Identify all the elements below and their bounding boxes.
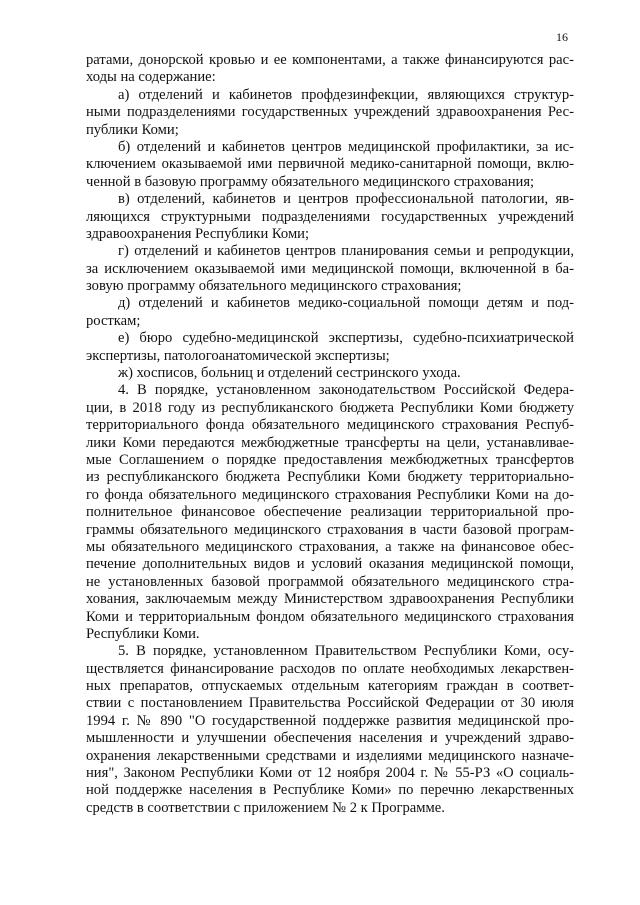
text-line: за исключением оказываемой ими медицинской помощи, включенной в ба- (86, 260, 574, 277)
text-line: е) бюро судебно-медицинской экспертизы, судебно-психиатрической (118, 330, 574, 347)
text-line: зовую программу обязательного медицинского страхования; (86, 278, 462, 295)
paragraph-item-e (86, 330, 574, 365)
text-line: 4. В порядке, установленном законодательством Российской Федера- (118, 382, 574, 399)
paragraph-item-a (86, 87, 574, 139)
text-line: публики Коми; (86, 121, 179, 138)
text-line: ходы на содержание: (86, 69, 216, 86)
text-line: ния", Законом Республики Коми от 12 ноября 2004 г. № 55-РЗ «О социаль- (86, 765, 574, 782)
text-line: ключением оказываемой ими первичной медико-санитарной помощи, вклю- (86, 156, 574, 173)
paragraph-clause-5 (86, 643, 574, 817)
page-number: 16 (556, 30, 568, 44)
text-line: б) отделений и кабинетов центров медицинской профилактики, за ис- (118, 138, 574, 155)
text-line: в) отделений, кабинетов и центров профессиональной патологии, яв- (118, 191, 574, 208)
text-line: мы обязательного медицинского страхования, а также на финансовое обес- (86, 538, 574, 555)
text-line: а) отделений и кабинетов профдезинфекции, являющихся структур- (118, 86, 574, 103)
text-line: ции, в 2018 году из республиканского бюджета Республики Коми бюджету (86, 399, 574, 416)
document-body (86, 52, 574, 817)
paragraph-continuation (86, 52, 574, 87)
text-line: росткам; (86, 312, 141, 329)
text-line: экспертизы, патологоанатомической экспертизы; (86, 347, 390, 364)
text-line: 1994 г. № 890 "О государственной поддержке развития медицинской про- (86, 712, 574, 729)
text-line: охранения лекарственными средствами и изделиями медицинского назначе- (86, 747, 574, 764)
text-line: Республики Коми. (86, 625, 200, 642)
text-line: ных препаратов, отпускаемых отдельным категориям граждан в соответ- (86, 678, 574, 695)
text-line: здравоохранения Республики Коми; (86, 225, 310, 242)
text-line: ществляется финансирование расходов по оплате необходимых лекарствен- (86, 660, 574, 677)
text-line: ж) хосписов, больниц и отделений сестринского ухода. (118, 365, 461, 382)
text-line: мые Соглашением о порядке предоставления межбюджетных трансфертов (86, 451, 574, 468)
paragraph-item-d (86, 295, 574, 330)
text-line: лики Коми передаются межбюджетные трансферты на цели, устанавливае- (86, 434, 574, 451)
text-line: не установленных базовой программой обязательного медицинского стра- (86, 573, 574, 590)
paragraph-item-zh (86, 365, 574, 382)
paragraph-item-v (86, 191, 574, 243)
text-line: г) отделений и кабинетов центров планирования семьи и репродукции, (118, 243, 574, 260)
text-line: полнительное финансовое обеспечение реализации территориальной про- (86, 504, 574, 521)
text-line: из республиканского бюджета Республики Коми бюджету территориально- (86, 469, 574, 486)
paragraph-clause-4 (86, 382, 574, 643)
paragraph-item-g (86, 243, 574, 295)
text-line: хования, заключаемым между Министерством здравоохранения Республики (86, 591, 574, 608)
text-line: ченной в базовую программу обязательного медицинского страхования; (86, 173, 535, 190)
text-line: д) отделений и кабинетов медико-социальной помощи детям и под- (118, 295, 574, 312)
text-line: мышленности и улучшении обеспечения населения и учреждений здраво- (86, 730, 574, 747)
text-line: 5. В порядке, установленном Правительством Республики Коми, осу- (118, 643, 574, 660)
text-line: го фонда обязательного медицинского страхования Республики Коми на до- (86, 486, 574, 503)
text-line: ляющихся структурными подразделениями государственных учреждений (86, 208, 574, 225)
text-line: ными подразделениями государственных учреждений здравоохранения Рес- (86, 104, 574, 121)
text-line: граммы обязательного медицинского страхования в части базовой програм- (86, 521, 574, 538)
text-line: территориального фонда обязательного медицинского страхования Респуб- (86, 417, 574, 434)
text-line: Коми и территориальным фондом обязательного медицинского страхования (86, 608, 574, 625)
paragraph-item-b (86, 139, 574, 191)
text-line: печение дополнительных видов и условий оказания медицинской помощи, (86, 556, 574, 573)
text-line: ной поддержке населения в Республике Коми» по перечню лекарственных (86, 782, 574, 799)
text-line: ствии с постановлением Правительства Российской Федерации от 30 июля (86, 695, 574, 712)
text-line: средств в соответствии с приложением № 2 к Программе. (86, 799, 445, 816)
text-line: ратами, донорской кровью и ее компонентами, а также финансируются рас- (86, 52, 574, 68)
